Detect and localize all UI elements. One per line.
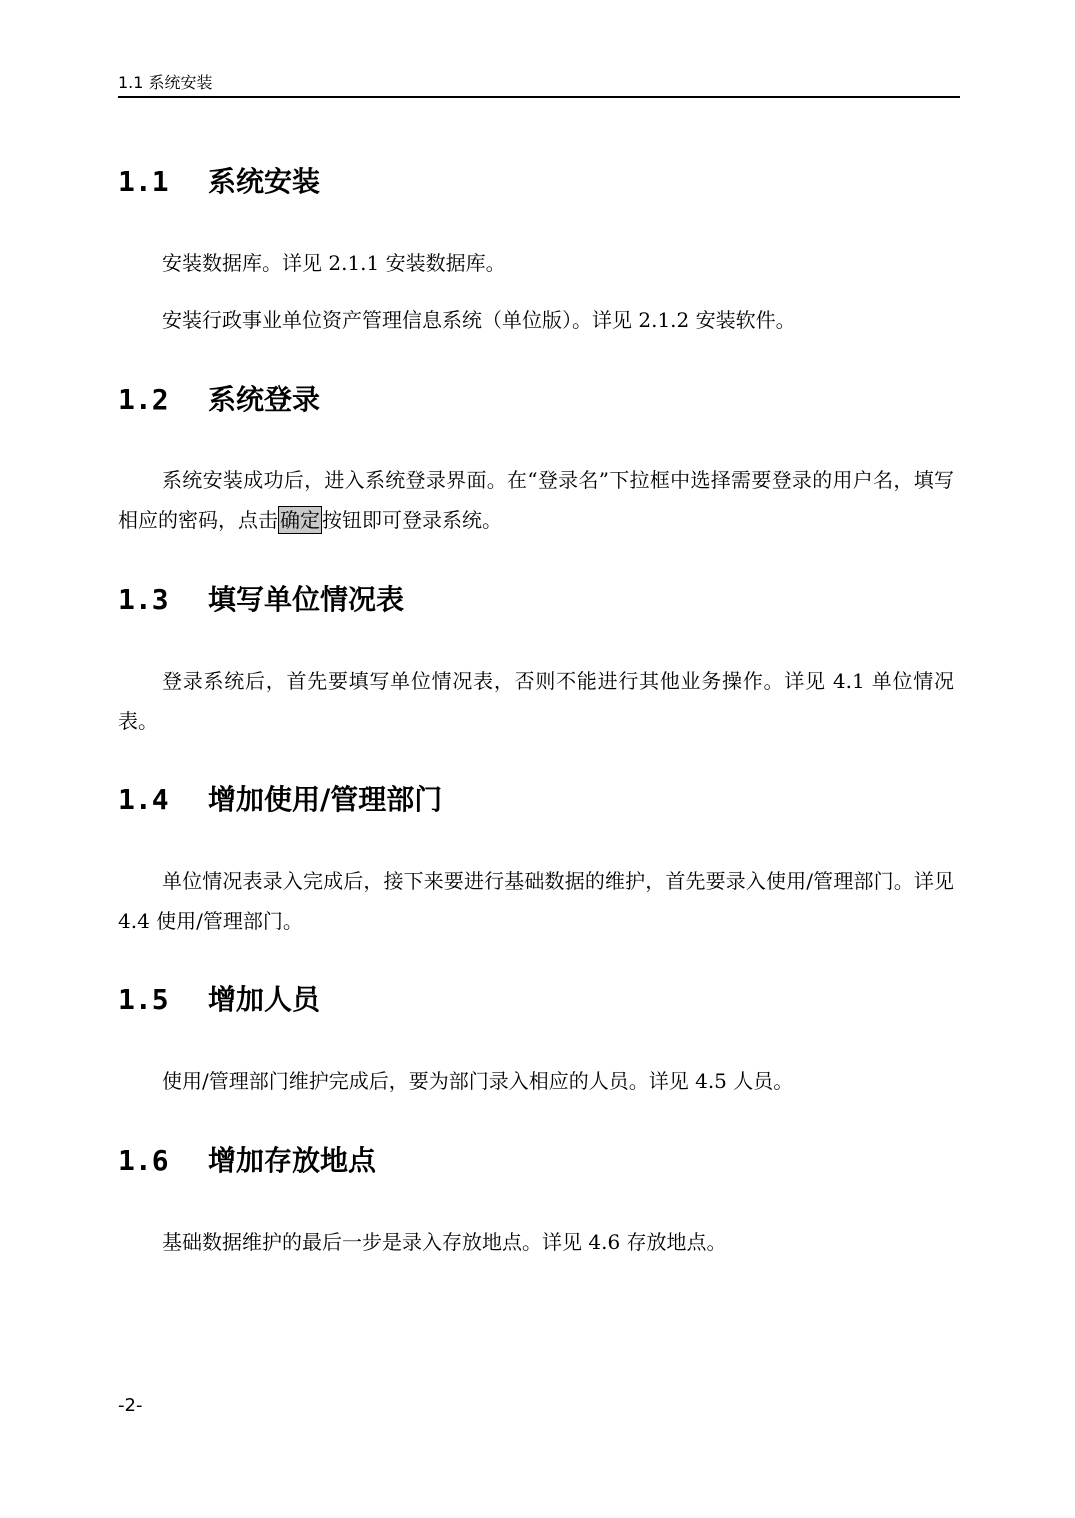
confirm-button[interactable]: 确定	[280, 508, 320, 532]
paragraph-text: 系统安装成功后，进入系统登录界面。在“登录名”下拉框中选择需要登录的用户名，填写相应的密码，点击	[118, 468, 954, 532]
section-title: 系统登录	[208, 383, 321, 416]
paragraph: 使用/管理部门维护完成后，要为部门录入相应的人员。详见 4.5 人员。	[162, 1069, 794, 1093]
section-heading-1-5	[118, 982, 320, 1018]
page-number: -2-	[118, 1395, 143, 1416]
section-heading-1-4	[118, 782, 442, 818]
section-title: 增加使用/管理部门	[208, 783, 443, 816]
section-title: 系统安装	[208, 165, 321, 198]
paragraph-login	[118, 460, 954, 540]
section-number: 1.1	[118, 165, 169, 198]
section-number: 1.4	[118, 783, 169, 816]
paragraph: 基础数据维护的最后一步是录入存放地点。详见 4.6 存放地点。	[162, 1230, 727, 1254]
paragraph: 登录系统后，首先要填写单位情况表，否则不能进行其他业务操作。详见 4.1 单位情况表。	[118, 669, 954, 733]
section-heading-1-6	[118, 1143, 376, 1179]
section-heading-1-1	[118, 164, 320, 200]
section-heading-1-2	[118, 382, 320, 418]
section-number: 1.2	[118, 383, 169, 416]
paragraph-text: 按钮即可登录系统。	[322, 508, 502, 532]
section-heading-1-3	[118, 582, 404, 618]
section-number: 1.3	[118, 583, 169, 616]
paragraph: 单位情况表录入完成后，接下来要进行基础数据的维护，首先要录入使用/管理部门。详见 4.4 使用/管理部门。	[118, 869, 954, 933]
paragraph: 安装行政事业单位资产管理信息系统（单位版）。详见 2.1.2 安装软件。	[162, 308, 796, 332]
section-number: 1.5	[118, 983, 169, 1016]
section-title: 增加人员	[208, 983, 321, 1016]
section-title: 填写单位情况表	[208, 583, 405, 616]
paragraph: 安装数据库。详见 2.1.1 安装数据库。	[162, 251, 506, 275]
section-number: 1.6	[118, 1144, 169, 1177]
section-title: 增加存放地点	[208, 1144, 377, 1177]
running-header: 1.1 系统安装	[118, 70, 960, 98]
